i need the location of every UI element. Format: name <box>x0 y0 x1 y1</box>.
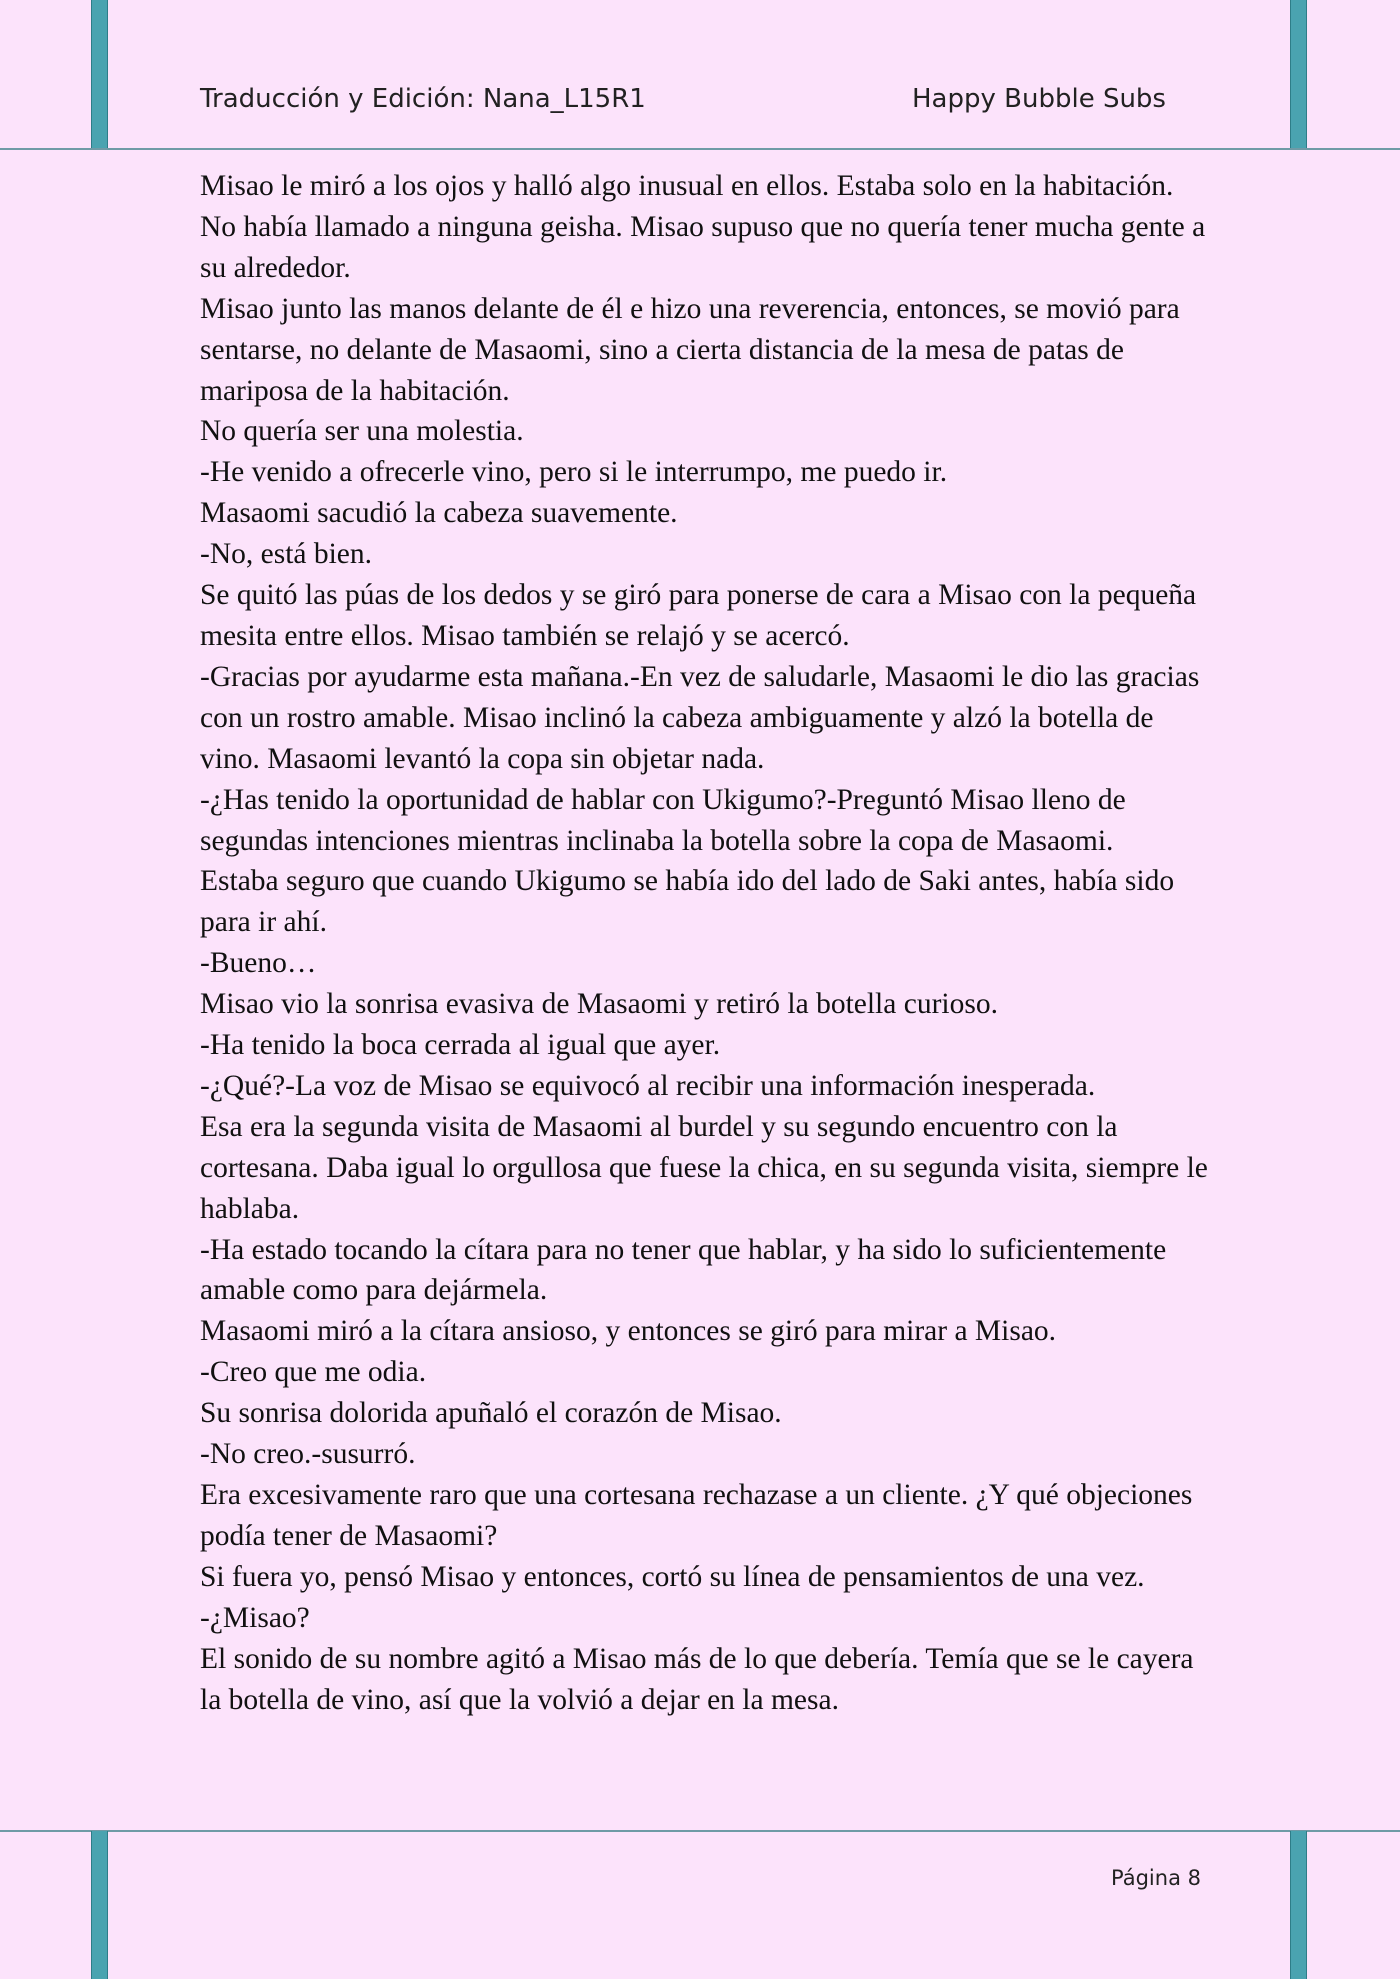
paragraph: Esa era la segunda visita de Masaomi al burdel y su segundo encuentro con la cortesana. Daba igual lo orgullosa que fuese la chica, en su segunda visita, siempre le hablaba. <box>200 1110 1208 1225</box>
paragraph: Si fuera yo, pensó Misao y entonces, cortó su línea de pensamientos de una vez. <box>200 1560 1145 1593</box>
paragraph: -¿Qué?-La voz de Misao se equivocó al recibir una información inesperada. <box>200 1069 1096 1102</box>
footer-divider <box>0 1830 1400 1832</box>
paragraph: No quería ser una molestia. <box>200 415 524 448</box>
decorative-bar-top-left <box>91 0 108 150</box>
paragraph: -Gracias por ayudarme esta mañana.-En vez de saludarle, Masaomi le dio las gracias con un rostro amable. Misao inclinó la cabeza ambiguamente y alzó la botella de vino. Masaomi levantó la copa sin objetar nada. <box>200 660 1200 775</box>
paragraph: Misao junto las manos delante de él e hizo una reverencia, entonces, se movió para sentarse, no delante de Masaomi, sino a cierta distancia de la mesa de patas de mariposa de la habitación. <box>200 292 1180 407</box>
page-number: Página 8 <box>1111 1866 1201 1890</box>
paragraph: -Bueno… <box>200 947 317 980</box>
paragraph: Misao vio la sonrisa evasiva de Masaomi y retiró la botella curioso. <box>200 988 998 1021</box>
decorative-bar-bottom-right <box>1290 1831 1307 1979</box>
paragraph: Estaba seguro que cuando Ukigumo se había ido del lado de Saki antes, había sido para ir ahí. <box>200 865 1175 939</box>
paragraph: -¿Has tenido la oportunidad de hablar con Ukigumo?-Preguntó Misao lleno de segundas intenciones mientras inclinaba la botella sobre la copa de Masaomi. <box>200 783 1126 857</box>
paragraph: El sonido de su nombre agitó a Misao más de lo que debería. Temía que se le cayera la botella de vino, así que la volvió a dejar en la mesa. <box>200 1642 1194 1716</box>
paragraph: -No creo.-susurró. <box>200 1438 416 1471</box>
paragraph: Masaomi sacudió la cabeza suavemente. <box>200 497 678 530</box>
header-group-name: Happy Bubble Subs <box>912 84 1166 114</box>
header-divider <box>0 148 1400 150</box>
paragraph: Era excesivamente raro que una cortesana rechazase a un cliente. ¿Y qué objeciones podía tener de Masaomi? <box>200 1479 1193 1552</box>
paragraph: Misao le miró a los ojos y halló algo inusual en ellos. Estaba solo en la habitación. No había llamado a ninguna geisha. Misao supuso que no quería tener mucha gente a su alrededor. <box>200 170 1206 284</box>
paragraph: Se quitó las púas de los dedos y se giró para ponerse de cara a Misao con la pequeña mesita entre ellos. Misao también se relajó y se acercó. <box>200 579 1197 652</box>
decorative-bar-top-right <box>1290 0 1307 150</box>
paragraph: -Creo que me odia. <box>200 1356 427 1389</box>
paragraph: -He venido a ofrecerle vino, pero si le interrumpo, me puedo ir. <box>200 456 948 489</box>
paragraph: -No, está bien. <box>200 538 373 571</box>
paragraph: -¿Misao? <box>200 1601 310 1634</box>
header-credits: Traducción y Edición: Nana_L15R1 <box>200 84 646 114</box>
paragraph: -Ha estado tocando la cítara para no tener que hablar, y ha sido lo suficientemente amable como para dejármela. <box>200 1233 1167 1307</box>
paragraph: Masaomi miró a la cítara ansioso, y entonces se giró para mirar a Misao. <box>200 1315 1057 1348</box>
paragraph: Su sonrisa dolorida apuñaló el corazón de Misao. <box>200 1397 782 1430</box>
page-body <box>200 166 1210 1720</box>
decorative-bar-bottom-left <box>91 1831 108 1979</box>
paragraph: -Ha tenido la boca cerrada al igual que ayer. <box>200 1029 721 1062</box>
